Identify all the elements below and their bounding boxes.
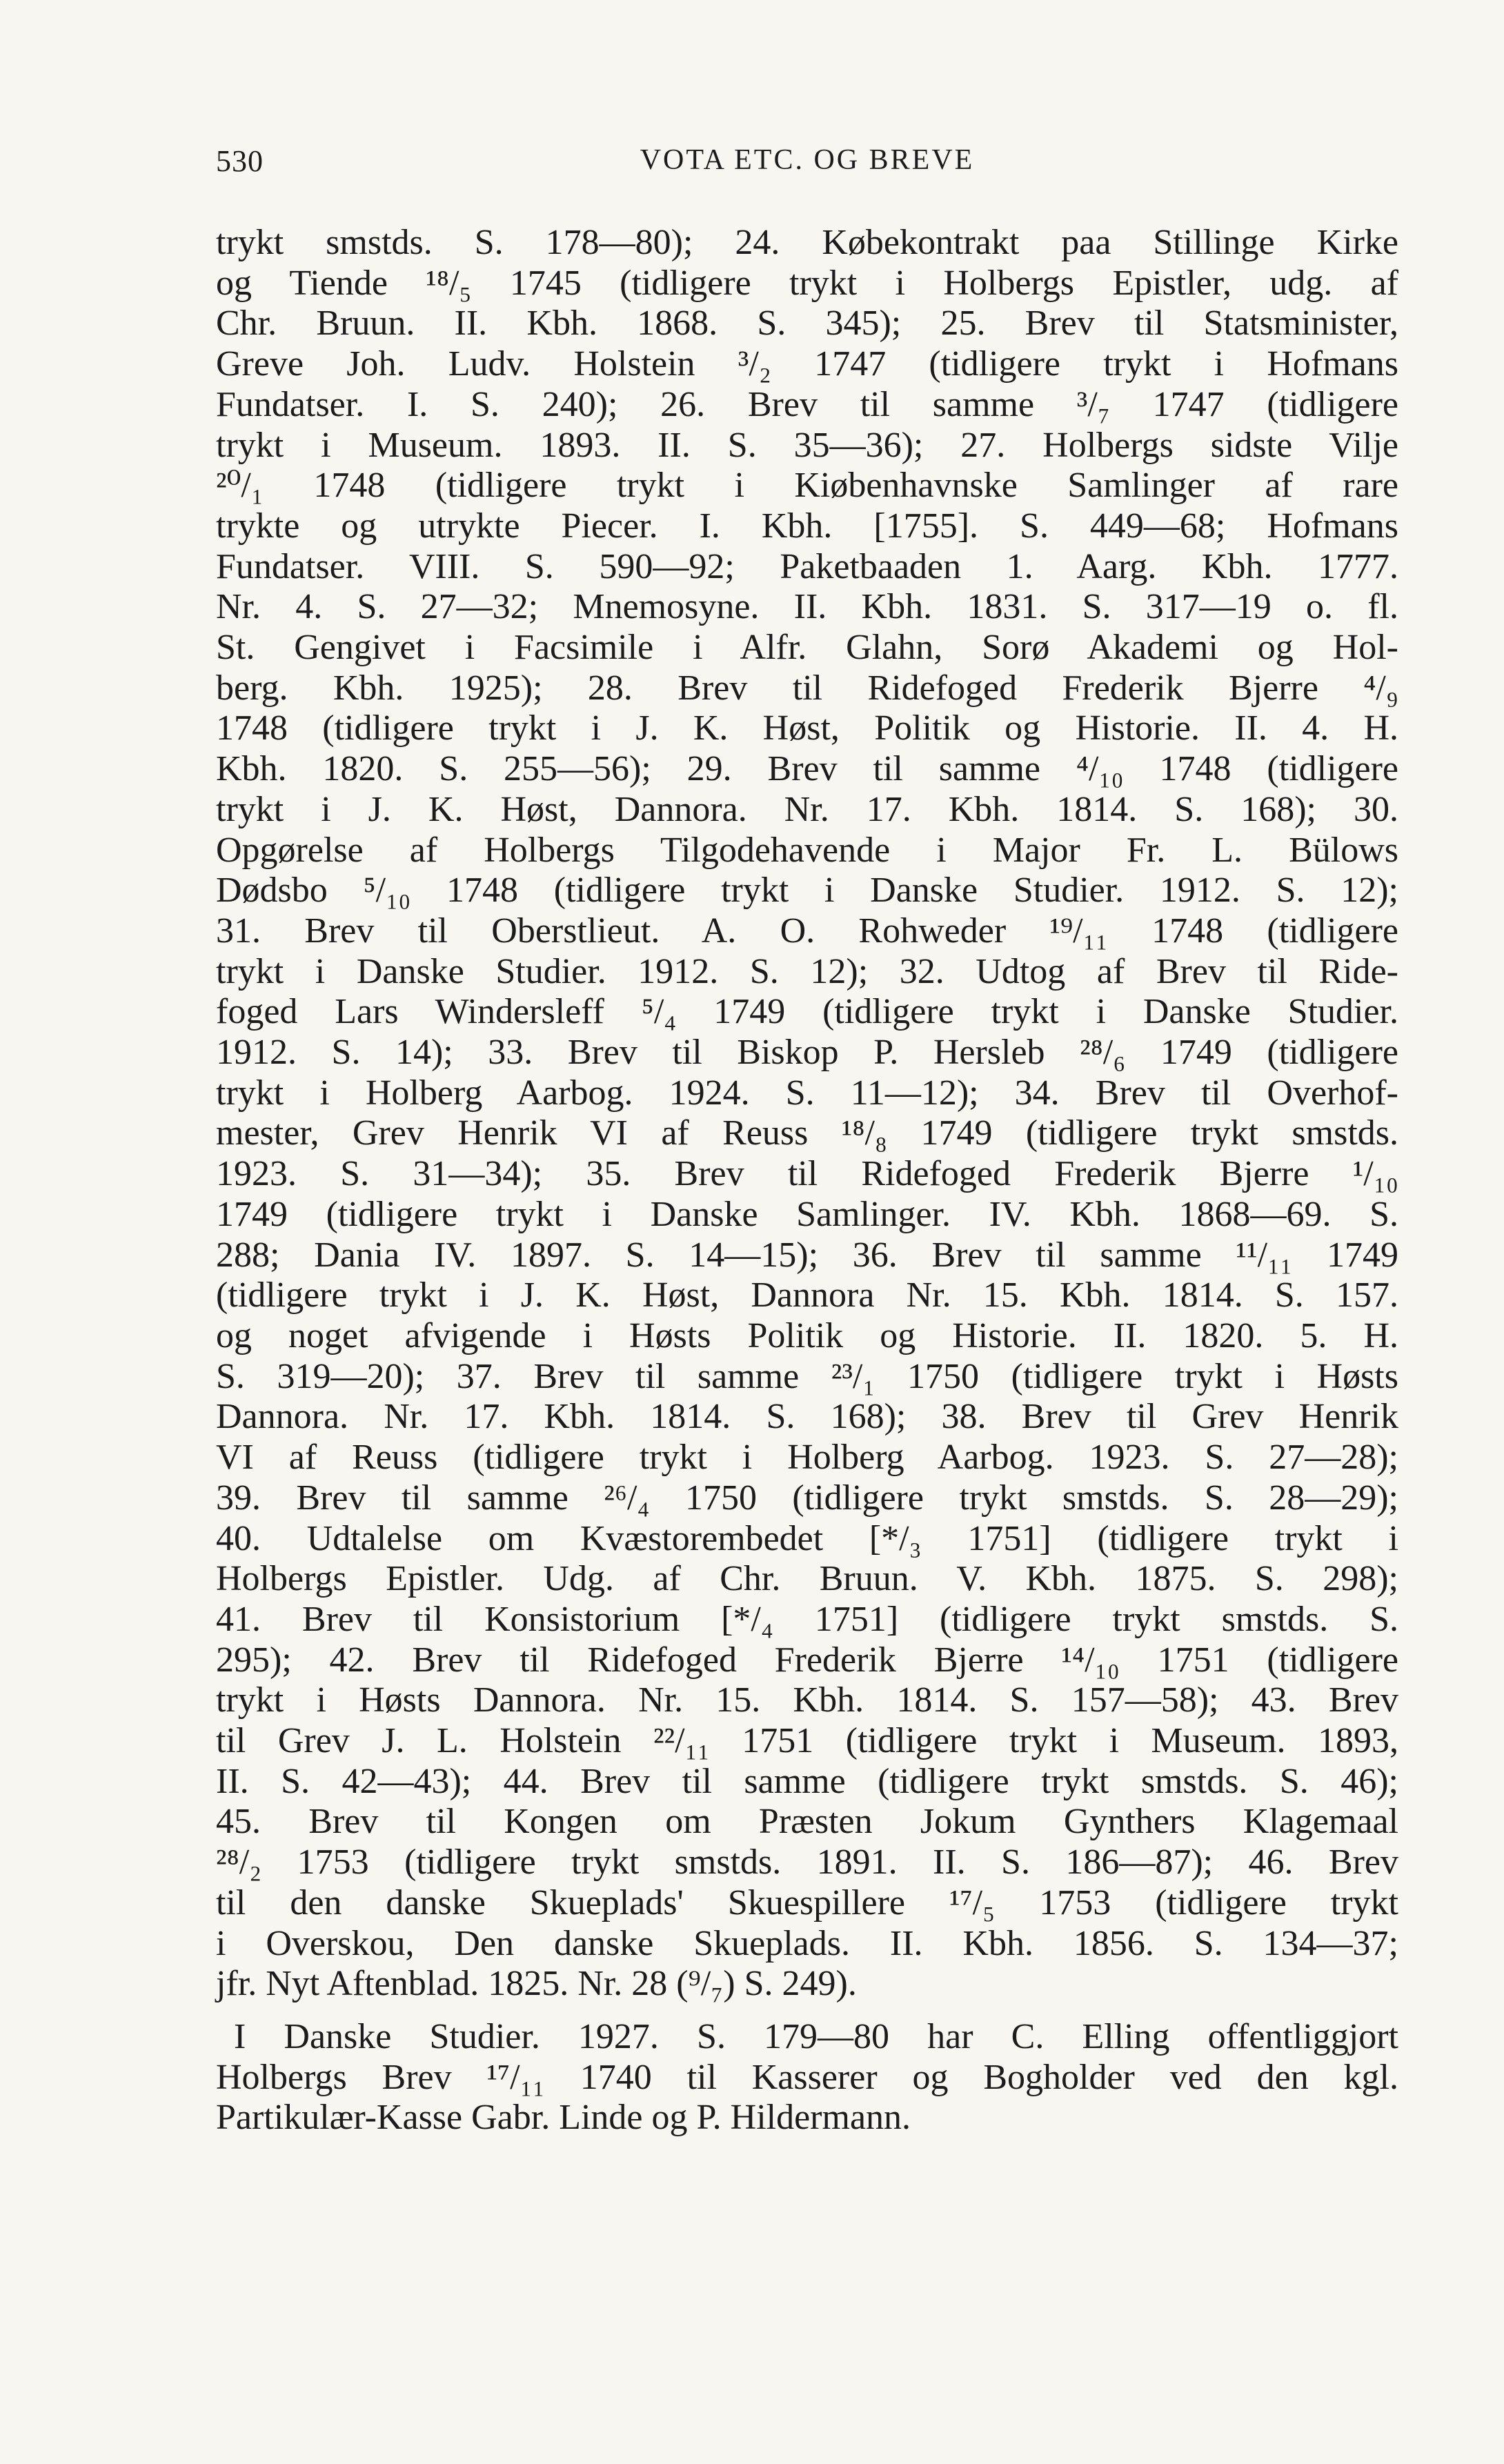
text-line: 40. Udtalelse om Kvæstorembedet [*/₃ 1751] (tidligere trykt i	[216, 1518, 1398, 1558]
text-line: Dannora. Nr. 17. Kbh. 1814. S. 168); 38. Brev til Grev Henrik	[216, 1397, 1398, 1437]
text-line: 31. Brev til Oberstlieut. A. O. Rohweder ¹⁹/₁₁ 1748 (tidligere	[216, 911, 1398, 951]
text-line: St. Gengivet i Facsimile i Alfr. Glahn, Sorø Akademi og Hol-	[216, 628, 1398, 668]
paragraph-2	[216, 2017, 1398, 2138]
text-line: berg. Kbh. 1925); 28. Brev til Ridefoged Frederik Bjerre ⁴/₉	[216, 668, 1398, 708]
text-line: Holbergs Brev ¹⁷/₁₁ 1740 til Kasserer og Bogholder ved den kgl.	[216, 2057, 1398, 2097]
body-text	[216, 223, 1398, 2138]
text-line: foged Lars Windersleff ⁵/₄ 1749 (tidligere trykt i Danske Studier.	[216, 992, 1398, 1032]
text-line: I Danske Studier. 1927. S. 179—80 har C. Elling offentliggjort	[234, 2016, 1398, 2056]
text-line: 39. Brev til samme ²⁶/₄ 1750 (tidligere trykt smstds. S. 28—29);	[216, 1478, 1398, 1518]
text-line: jfr. Nyt Aftenblad. 1825. Nr. 28 (⁹/₇) S. 249).	[216, 1964, 857, 2004]
text-line: trykt i Danske Studier. 1912. S. 12); 32. Udtog af Brev til Ride-	[216, 951, 1398, 991]
text-line: 1923. S. 31—34); 35. Brev til Ridefoged Frederik Bjerre ¹/₁₀	[216, 1154, 1398, 1194]
text-line: 45. Brev til Kongen om Præsten Jokum Gynthers Klagemaal	[216, 1802, 1398, 1842]
text-line: Chr. Bruun. II. Kbh. 1868. S. 345); 25. Brev til Statsminister,	[216, 304, 1398, 344]
text-line: 295); 42. Brev til Ridefoged Frederik Bjerre ¹⁴/₁₀ 1751 (tidligere	[216, 1640, 1398, 1680]
text-line: til den danske Skueplads' Skuespillere ¹⁷/₅ 1753 (tidligere trykt	[216, 1882, 1398, 1922]
text-line: Holbergs Epistler. Udg. af Chr. Bruun. V. Kbh. 1875. S. 298);	[216, 1559, 1398, 1599]
text-line: trykt i J. K. Høst, Dannora. Nr. 17. Kbh. 1814. S. 168); 30.	[216, 789, 1398, 829]
paragraph-1	[216, 223, 1398, 2005]
text-line: Greve Joh. Ludv. Holstein ³/₂ 1747 (tidligere trykt i Hofmans	[216, 344, 1398, 384]
text-line: Opgørelse af Holbergs Tilgodehavende i Major Fr. L. Bülows	[216, 830, 1398, 870]
text-line: ²⁰/₁ 1748 (tidligere trykt i Kiøbenhavnske Samlinger af rare	[216, 466, 1398, 506]
text-line: 41. Brev til Konsistorium [*/₄ 1751] (tidligere trykt smstds. S.	[216, 1599, 1398, 1639]
text-line: trykt i Museum. 1893. II. S. 35—36); 27. Holbergs sidste Vilje	[216, 425, 1398, 465]
text-line: ²⁸/₂ 1753 (tidligere trykt smstds. 1891. II. S. 186—87); 46. Brev	[216, 1842, 1398, 1882]
text-line: Fundatser. I. S. 240); 26. Brev til samme ³/₇ 1747 (tidligere	[216, 384, 1398, 424]
page-number: 530	[216, 144, 264, 178]
text-line: Nr. 4. S. 27—32; Mnemosyne. II. Kbh. 1831. S. 317—19 o. fl.	[216, 587, 1398, 627]
page-header	[216, 143, 1398, 192]
text-line: Fundatser. VIII. S. 590—92; Paketbaaden 1. Aarg. Kbh. 1777.	[216, 546, 1398, 586]
text-line: i Overskou, Den danske Skueplads. II. Kbh. 1856. S. 134—37;	[216, 1923, 1398, 1963]
text-line: 288; Dania IV. 1897. S. 14—15); 36. Brev til samme ¹¹/₁₁ 1749	[216, 1235, 1398, 1275]
text-line: 1749 (tidligere trykt i Danske Samlinger. IV. Kbh. 1868—69. S.	[216, 1194, 1398, 1234]
text-line: 1748 (tidligere trykt i J. K. Høst, Politik og Historie. II. 4. H.	[216, 708, 1398, 748]
text-line: II. S. 42—43); 44. Brev til samme (tidligere trykt smstds. S. 46);	[216, 1761, 1398, 1801]
text-line: Kbh. 1820. S. 255—56); 29. Brev til samme ⁴/₁₀ 1748 (tidligere	[216, 749, 1398, 789]
text-line: trykte og utrykte Piecer. I. Kbh. [1755]. S. 449—68; Hofmans	[216, 506, 1398, 546]
text-line: (tidligere trykt i J. K. Høst, Dannora Nr. 15. Kbh. 1814. S. 157.	[216, 1275, 1398, 1315]
text-line: trykt smstds. S. 178—80); 24. Købekontrakt paa Stillinge Kirke	[216, 223, 1398, 262]
text-line: til Grev J. L. Holstein ²²/₁₁ 1751 (tidligere trykt i Museum. 1893,	[216, 1721, 1398, 1761]
text-line: VI af Reuss (tidligere trykt i Holberg Aarbog. 1923. S. 27—28);	[216, 1438, 1398, 1478]
text-line: trykt i Holberg Aarbog. 1924. S. 11—12); 34. Brev til Overhof-	[216, 1073, 1398, 1113]
text-line: og Tiende ¹⁸/₅ 1745 (tidligere trykt i Holbergs Epistler, udg. af	[216, 263, 1398, 303]
text-line: Partikulær-Kasse Gabr. Linde og P. Hildermann.	[216, 2098, 911, 2138]
text-line: og noget afvigende i Høsts Politik og Historie. II. 1820. 5. H.	[216, 1315, 1398, 1355]
text-line: S. 319—20); 37. Brev til samme ²³/₁ 1750 (tidligere trykt i Høsts	[216, 1356, 1398, 1396]
text-line: Dødsbo ⁵/₁₀ 1748 (tidligere trykt i Danske Studier. 1912. S. 12);	[216, 871, 1398, 911]
text-line: trykt i Høsts Dannora. Nr. 15. Kbh. 1814. S. 157—58); 43. Brev	[216, 1680, 1398, 1720]
running-head: VOTA ETC. OG BREVE	[640, 144, 975, 176]
text-line: mester, Grev Henrik VI af Reuss ¹⁸/₈ 1749 (tidligere trykt smstds.	[216, 1113, 1398, 1153]
text-line: 1912. S. 14); 33. Brev til Biskop P. Hersleb ²⁸/₆ 1749 (tidligere	[216, 1033, 1398, 1073]
